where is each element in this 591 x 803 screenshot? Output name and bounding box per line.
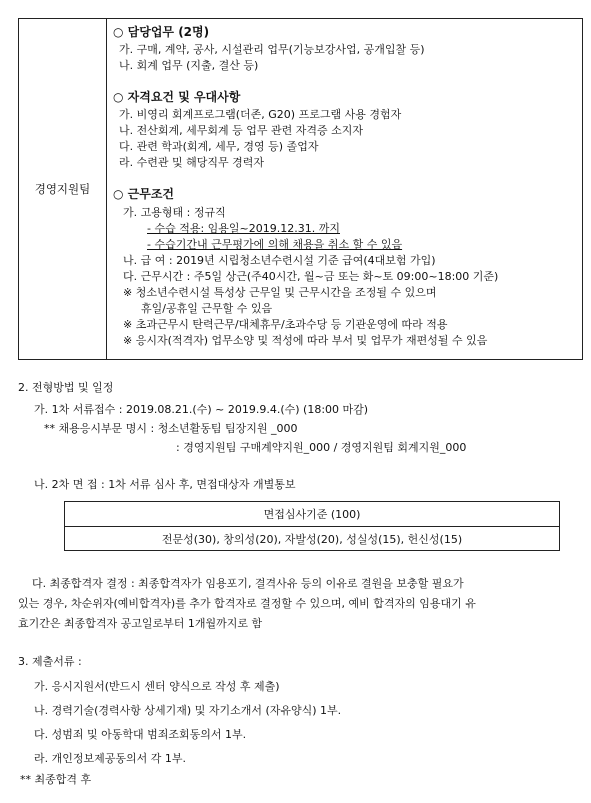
selection-step1-note2: : 경영지원팀 구매계약지원_000 / 경영지원팀 회계지원_000 [176,441,467,454]
note-schedule: ※ 청소년수련시설 특성상 근무일 및 근무시간을 조정될 수 있으며 [123,286,437,299]
qualification-item: 라. 수련관 및 해당직무 경력자 [119,156,264,169]
conditions-heading: ○ 근무조건 [113,187,175,201]
duties-heading: ○ 담당업무 (2명) [113,25,210,39]
employment-type: 가. 고용형태 : 정규직 [123,206,226,219]
qualification-item: 가. 비영리 회계프로그램(더존, G20) 프로그램 사용 경험자 [119,108,402,121]
probation-period: - 수습 적용: 임용일~2019.12.31. 까지 [147,222,340,235]
duty-item: 가. 구매, 계약, 공사, 시설관리 업무(기능보강사업, 공개입찰 등) [119,43,425,56]
document-item: 나. 경력기술(경력사항 상세기재) 및 자기소개서 (자유양식) 1부. [34,704,342,717]
note-holiday: 휴일/공휴일 근무할 수 있음 [141,302,273,315]
qualification-item: 다. 관련 학과(회계, 세무, 경영 등) 졸업자 [119,140,319,153]
salary: 나. 급 여 : 2019년 시립청소년수련시설 기준 급여(4대보험 가입) [123,254,436,267]
final-decision-paragraph [18,574,578,634]
document-item: 가. 응시지원서(반드시 센터 양식으로 작성 후 제출) [34,680,280,693]
working-hours: 다. 근무시간 : 주5일 상근(주40시간, 월~금 또는 화~토 09:00~18:00 기준) [123,270,499,283]
interview-criteria-table [64,501,560,551]
job-details [107,19,582,359]
probation-note: - 수습기간내 근무평가에 의해 채용을 취소 할 수 있음 [147,238,403,251]
qualification-item: 나. 전산회계, 세무회계 등 업무 관련 자격증 소지자 [119,124,363,137]
document-item: 다. 성범죄 및 아동학대 범죄조회동의서 1부. [34,728,247,741]
selection-heading: 2. 전형방법 및 일정 [18,381,114,394]
documents-heading: 3. 제출서류 : [18,655,82,668]
final-line: 다. 최종합격자 결정 : 최종합격자가 임용포기, 결격사유 등의 이유로 결원을 보충할 필요가 [18,577,464,590]
selection-step1: 가. 1차 서류접수 : 2019.08.21.(수) ~ 2019.9.4.(수) (18:00 마감) [34,403,369,416]
duty-item: 나. 회계 업무 (지출, 결산 등) [119,59,259,72]
criteria-values: 전문성(30), 창의성(20), 자발성(20), 성실성(15), 헌신성(15) [161,533,463,546]
selection-step2: 나. 2차 면 접 : 1차 서류 심사 후, 면접대상자 개별통보 [34,478,296,491]
documents-footer: ** 최종합격 후 [20,773,92,786]
selection-step1-note: ** 채용응시부문 명시 : 청소년활동팀 팀장지원 _000 [44,422,298,435]
team-name: 경영지원팀 [19,19,107,359]
final-line: 효기간은 최종합격자 공고일로부터 1개월까지로 함 [18,617,263,630]
final-line: 있는 경우, 차순위자(예비합격자)를 추가 합격자로 결정할 수 있으며, 예비 합격자의 임용대기 유 [18,597,476,610]
note-reassignment: ※ 응시자(적격자) 업무소양 및 적성에 따라 부서 및 업무가 재편성될 수 있음 [123,334,488,347]
qualifications-heading: ○ 자격요건 및 우대사항 [113,90,241,104]
job-table [18,18,583,360]
criteria-header: 면접심사기준 (100) [65,502,559,527]
document-item: 라. 개인정보제공동의서 각 1부. [34,752,186,765]
note-overtime: ※ 초과근무시 탄력근무/대체휴무/초과수당 등 기관운영에 따라 적용 [123,318,448,331]
